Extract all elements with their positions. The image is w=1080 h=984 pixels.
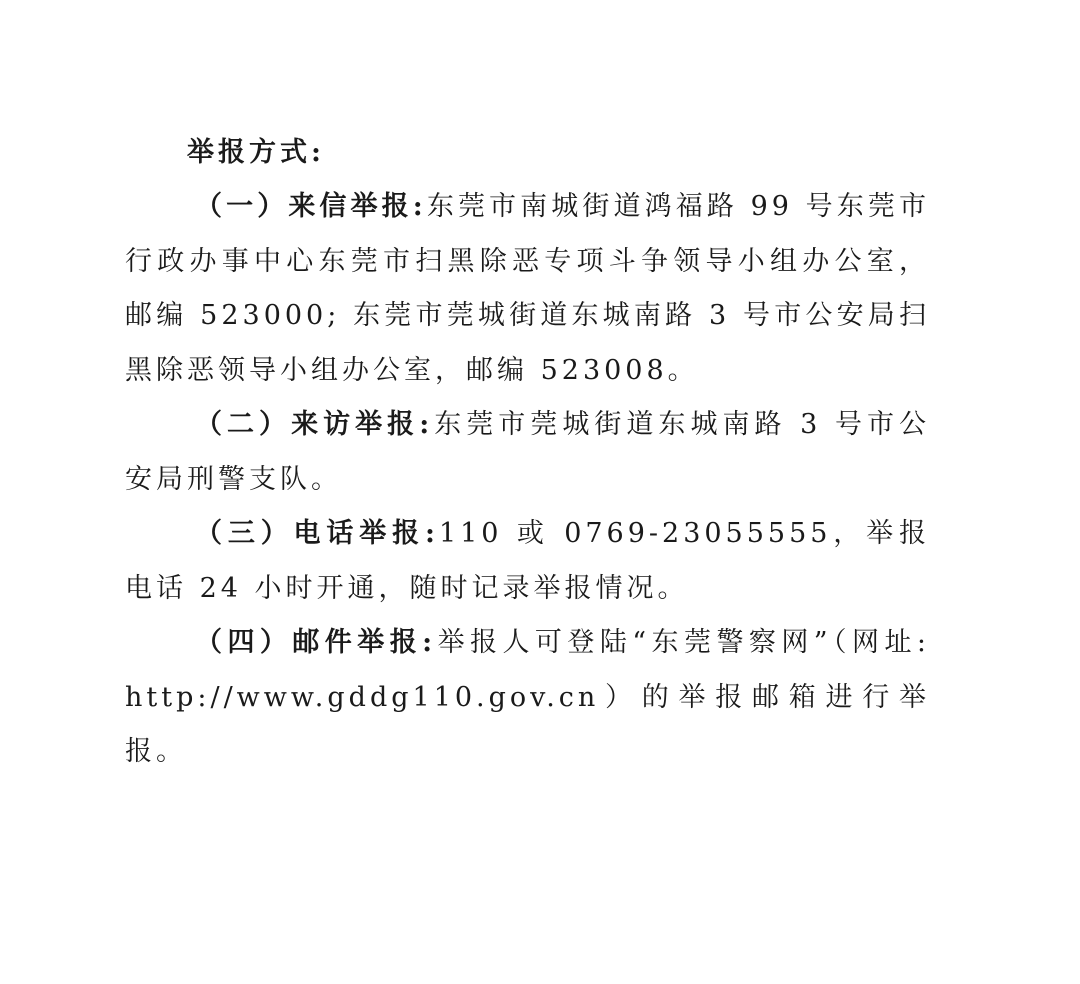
- method-label: （三）电话举报:: [195, 518, 439, 549]
- method-label: （二）来访举报:: [195, 409, 434, 440]
- method-label: （四）邮件举报:: [195, 627, 437, 658]
- method-label: （一）来信举报:: [195, 191, 427, 222]
- report-method-phone: [125, 507, 930, 616]
- report-method-email: [125, 616, 930, 780]
- method-content: 东莞市莞城街道东城南路 3 号市公安局刑警支队。: [125, 409, 931, 495]
- report-method-letter: [125, 180, 930, 398]
- method-content: 举报人可登陆“东莞警察网”（网址: http://www.gddg110.gov.cn）的举报邮箱进行举报。: [125, 627, 930, 767]
- method-content: 110 或 0769-23055555，举报电话 24 小时开通，随时记录举报情况。: [125, 518, 931, 604]
- method-content: 东莞市南城街道鸿福路 99 号东莞市行政办事中心东莞市扫黑除恶专项斗争领导小组办公室，邮编 523000; 东莞市莞城街道东城南路 3 号市公安局扫黑除恶领导小组办公室，邮编 523008。: [125, 191, 930, 386]
- report-method-visit: [125, 398, 930, 507]
- section-heading: 举报方式:: [187, 137, 325, 168]
- document-body: [125, 126, 930, 780]
